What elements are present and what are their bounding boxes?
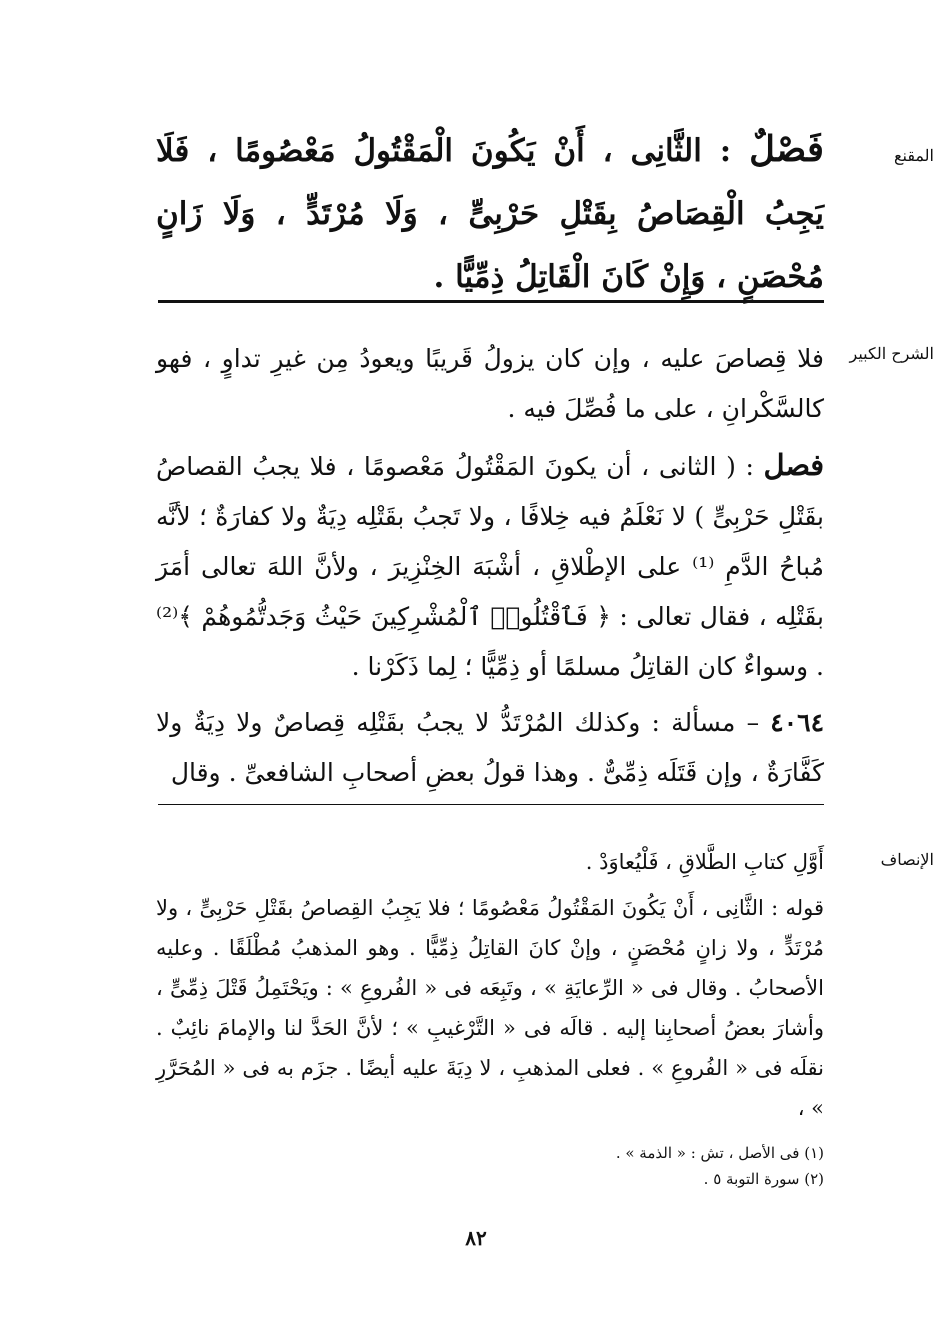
section-label-insaf: الإنصاف bbox=[880, 850, 934, 869]
sharh-paragraph-2 bbox=[156, 440, 824, 692]
issue-number: ٤٠٦٤ bbox=[770, 708, 824, 737]
muqni-body: : الثَّانِى ، أَنْ يَكُونَ الْمَقْتُولُ مَعْصُومًا ، فَلَا يَجِبُ الْقِصَاصُ بِقَتْلِ حَرْبِىٍّ ، وَلَا مُرْتَدٍّ ، وَلَا زَانٍ مُحْصَنٍ ، وَإِنْ كَانَ الْقَاتِلُ ذِمِّيًّا . bbox=[156, 133, 824, 295]
fasl-heading: فَصْلٌ bbox=[749, 129, 824, 170]
muqni-text bbox=[156, 118, 824, 309]
insaf-paragraph-1: أَوَّلِ كتابِ الطَّلاقِ ، فَلْيُعاوَدْ . bbox=[585, 850, 824, 874]
fasl-heading: فصل bbox=[763, 448, 824, 482]
section-divider bbox=[158, 804, 824, 805]
insaf-text bbox=[156, 842, 824, 1134]
section-divider bbox=[158, 300, 824, 303]
insaf-paragraph-2: قوله : الثَّانِى ، أَنْ يَكُونَ المَقْتُولُ مَعْصُومًا ؛ فلا يَجِبُ القِصاصُ بقَتْلِ حَرْبِىٍّ ، ولا مُرْتَدٍّ ، ولا زانٍ مُحْصَنٍ ، وإنْ كانَ القاتِلُ ذِمِّيًّا . وهو المذهبُ مُطْلَقًا . وعليه الأصحابُ . وقال فى « الرِّعايَةِ » ، وتَبِعَه فى « الفُروعِ » : ويَحْتَمِلُ قَتْلَ ذِمِّىٍّ ، وأشارَ بعضُ أصحابِنا إليه . قالَه فى « التَّرْغيبِ » ؛ لأنَّ الحَدَّ لنا والإمامَ نائِبٌ . نقلَه فى « الفُروعِ » . فعلى المذهبِ ، لا دِيَةَ عليه أيضًا . جزَم به فى « المُحَرَّرِ » ، bbox=[156, 896, 824, 1120]
sharh-paragraph-3 bbox=[156, 698, 824, 798]
footnote-1: (١) فى الأصل ، تش : « الذمة » . bbox=[615, 1144, 824, 1162]
sharh-paragraph-1: فلا قِصاصَ عليه ، وإن كان يزولُ قَريبًا ويعودُ مِن غيرِ تداوٍ ، فهو كالسَّكْرانِ ، على ما فُصِّلَ فيه . bbox=[156, 344, 824, 423]
section-label-muqni: المقنع bbox=[893, 146, 934, 165]
section-label-sharh: الشرح الكبير bbox=[849, 344, 934, 363]
sharh-text bbox=[156, 334, 824, 804]
footnotes bbox=[156, 1140, 824, 1192]
sharh-paragraph-3-body: – مسألة : وكذلك المُرْتَدُّ لا يجبُ بقَتْلِه قِصاصٌ ولا دِيَةٌ ولا كَفَّارَةٌ ، وإن قَتَلَه ذِمِّىٌّ . وهذا قولُ بعضِ أصحابِ الشافعىِّ . وقال bbox=[156, 708, 824, 787]
sharh-paragraph-2-body: : ( الثانى ، أن يكونَ المَقْتُولُ مَعْصومًا ، فلا يجبُ القصاصُ بقَتْلِ حَرْبِىٍّ ) لا نَعْلَمُ فيه خِلافًا ، ولا تَجبُ بقَتْلِه دِيَةٌ ولا كفارَةٌ ؛ لأنَّه مُباحُ الدَّمِ ⁽¹⁾ على الإطْلاقِ ، أشْبَهَ الخِنْزِيرَ ، ولأنَّ اللهَ تعالى أمَرَ بقَتْلِه ، فقال تعالى : ﴿ فَٱقْتُلُوا۟ ٱلْمُشْرِكِينَ حَيْثُ وَجَدتُّمُوهُمْ ﴾⁽²⁾ . وسواءٌ كان القاتِلُ مسلمًا أو ذِمِّيًّا ؛ لِما ذَكَرْنا . bbox=[156, 452, 825, 681]
footnote-2: (٢) سورة التوبة ٥ . bbox=[703, 1170, 824, 1188]
page-number: ٨٢ bbox=[465, 1226, 487, 1250]
